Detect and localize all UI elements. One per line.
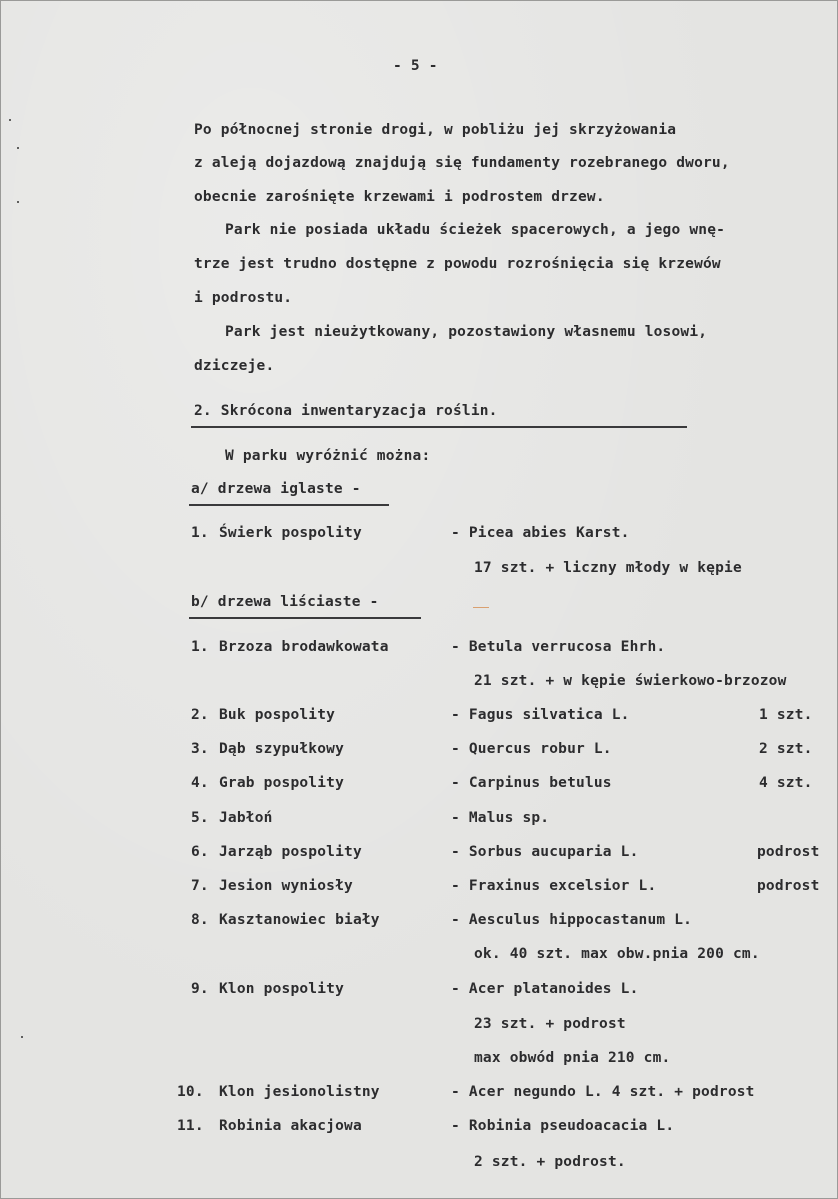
item-latin: - Fraxinus excelsior L. [451,878,657,894]
item-latin: - Aesculus hippocastanum L. [451,912,693,928]
item-name: Dąb szypułkowy [219,741,345,757]
paragraph-line: Park nie posiada układu ścieżek spacerowych, a jego wnę- [225,222,726,238]
item-quantity: 1 szt. [759,707,813,723]
scan-speck [21,1036,23,1038]
item-note: 23 szt. + podrost [474,1016,626,1032]
group-heading-underline [189,617,421,619]
intro-text: W parku wyróżnić można: [225,448,431,464]
item-number: 8. [191,912,209,928]
item-latin: - Acer platanoides L. [451,981,639,997]
item-latin: - Carpinus betulus [451,775,612,791]
item-name: Kasztanowiec biały [219,912,380,928]
item-number: 3. [191,741,209,757]
item-number: 6. [191,844,209,860]
item-number: 1. [191,639,209,655]
scan-speck [17,147,19,149]
item-note: max obwód pnia 210 cm. [474,1050,671,1066]
scan-speck [9,119,11,121]
item-number: 7. [191,878,209,894]
page-number: - 5 - [393,58,438,74]
item-number: 9. [191,981,209,997]
paragraph-line: trze jest trudno dostępne z powodu rozrośnięcia się krzewów [194,256,721,272]
item-latin: - Quercus robur L. [451,741,612,757]
item-note: 17 szt. + liczny młody w kępie [474,560,742,576]
item-latin: - Picea abies Karst. [451,525,630,541]
item-number: 1. [191,525,209,541]
paragraph-line: Po północnej stronie drogi, w pobliżu jej skrzyżowania [194,122,677,138]
item-name: Grab pospolity [219,775,345,791]
section-heading: 2. Skrócona inwentaryzacja roślin. [194,403,498,419]
paragraph-line: Park jest nieużytkowany, pozostawiony własnemu losowi, [225,324,708,340]
item-latin: - Malus sp. [451,810,550,826]
item-note: ok. 40 szt. max obw.pnia 200 cm. [474,946,760,962]
item-number: 5. [191,810,209,826]
item-latin: - Betula verrucosa Ehrh. [451,639,666,655]
item-name: Robinia akacjowa [219,1118,362,1134]
item-latin: - Acer negundo L. 4 szt. + podrost [451,1084,755,1100]
item-note: 2 szt. + podrost. [474,1154,626,1170]
paragraph-line: obecnie zarośnięte krzewami i podrostem drzew. [194,189,605,205]
item-name: Jarząb pospolity [219,844,362,860]
item-quantity: 4 szt. [759,775,813,791]
item-name: Brzoza brodawkowata [219,639,389,655]
item-latin: - Robinia pseudoacacia L. [451,1118,675,1134]
item-number: 10. [177,1084,204,1100]
scan-speck [17,201,19,203]
item-name: Jabłoń [219,810,273,826]
item-name: Klon pospolity [219,981,345,997]
paragraph-line: z aleją dojazdową znajdują się fundamenty rozebranego dworu, [194,155,730,171]
item-quantity: podrost [757,878,820,894]
item-number: 4. [191,775,209,791]
item-name: Buk pospolity [219,707,336,723]
group-heading-underline [189,504,389,506]
item-latin: - Sorbus aucuparia L. [451,844,639,860]
item-note: 21 szt. + w kępie świerkowo-brzozow [474,673,787,689]
paragraph-line: i podrostu. [194,290,293,306]
item-number: 2. [191,707,209,723]
item-name: Klon jesionolistny [219,1084,380,1100]
item-name: Jesion wyniosły [219,878,353,894]
item-latin: - Fagus silvatica L. [451,707,630,723]
item-quantity: podrost [757,844,820,860]
item-quantity: 2 szt. [759,741,813,757]
pencil-mark [473,607,489,608]
item-name: Świerk pospolity [219,525,362,541]
group-heading-deciduous: b/ drzewa liściaste - [191,594,379,610]
item-number: 11. [177,1118,204,1134]
section-heading-underline [191,426,687,428]
group-heading-conifers: a/ drzewa iglaste - [191,481,361,497]
paragraph-line: dziczeje. [194,358,275,374]
